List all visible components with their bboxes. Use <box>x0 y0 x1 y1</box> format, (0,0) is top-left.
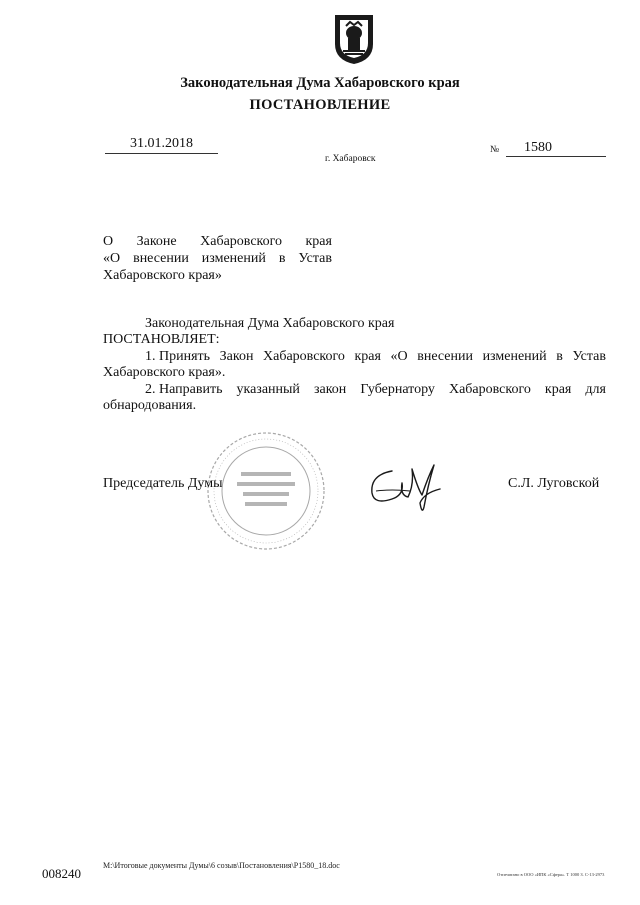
subject-word: Хабаровского <box>200 234 283 249</box>
item-word: в <box>556 349 563 364</box>
document-date-field <box>105 136 218 154</box>
subject-word: Устав <box>298 251 332 266</box>
subject-line-2 <box>103 251 332 267</box>
subject-word: О <box>103 234 114 249</box>
subject-word: изменений <box>201 251 266 266</box>
item-word: 1. Принять <box>145 349 211 364</box>
subject-line-3: Хабаровского края» <box>103 268 222 283</box>
item-word: 2. Направить <box>145 382 223 397</box>
subject-word: внесении <box>133 251 189 266</box>
item-word: Устав <box>572 349 606 364</box>
item-word: Хабаровского <box>448 382 531 397</box>
subject-line-1 <box>103 234 332 250</box>
item-word: для <box>585 382 606 397</box>
item-1-line-1 <box>145 349 606 365</box>
document-date: 31.01.2018 <box>130 136 193 151</box>
item-word: внесении <box>417 349 473 364</box>
item-word: края <box>544 382 572 397</box>
item-word: «О <box>390 349 408 364</box>
document-number-field <box>506 140 606 157</box>
handwritten-signature <box>362 455 450 517</box>
item-word: изменений <box>482 349 547 364</box>
coat-of-arms-icon <box>332 12 376 66</box>
signatory-position: Председатель Думы <box>103 476 223 491</box>
item-word: закон <box>313 382 347 397</box>
place-label: г. Хабаровск <box>325 154 376 164</box>
item-2-line-2: обнародования. <box>103 398 197 413</box>
item-word: Губернатору <box>360 382 435 397</box>
subject-word: Законе <box>136 234 177 249</box>
document-type-title: ПОСТАНОВЛЕНИЕ <box>249 97 391 113</box>
intro-line-2: ПОСТАНОВЛЯЕТ: <box>103 332 220 347</box>
signatory-name: С.Л. Луговской <box>508 476 600 491</box>
item-2-line-1 <box>145 382 606 398</box>
subject-word: края <box>305 234 332 249</box>
round-seal-stamp <box>205 430 327 552</box>
intro-line-1: Законодательная Дума Хабаровского края <box>145 316 395 331</box>
item-1-line-2: Хабаровского края». <box>103 365 226 380</box>
document-number: 1580 <box>524 140 552 155</box>
item-word: Хабаровского <box>263 349 345 364</box>
registry-number: 008240 <box>42 866 81 881</box>
subject-word: в <box>278 251 286 266</box>
issuing-body-title: Законодательная Дума Хабаровского края <box>180 75 460 91</box>
item-word: края <box>354 349 381 364</box>
item-word: указанный <box>236 382 300 397</box>
number-label: № <box>490 145 500 155</box>
item-word: Закон <box>219 349 254 364</box>
file-path: M:\Итоговые документы Думы\6 созыв\Постановления\Р1580_18.doc <box>103 861 340 870</box>
subject-word: «О <box>103 251 121 266</box>
printer-note: Отпечатано в ООО «ИПК «Сфера». Т 1000 З. С-13-2973 <box>497 872 605 877</box>
